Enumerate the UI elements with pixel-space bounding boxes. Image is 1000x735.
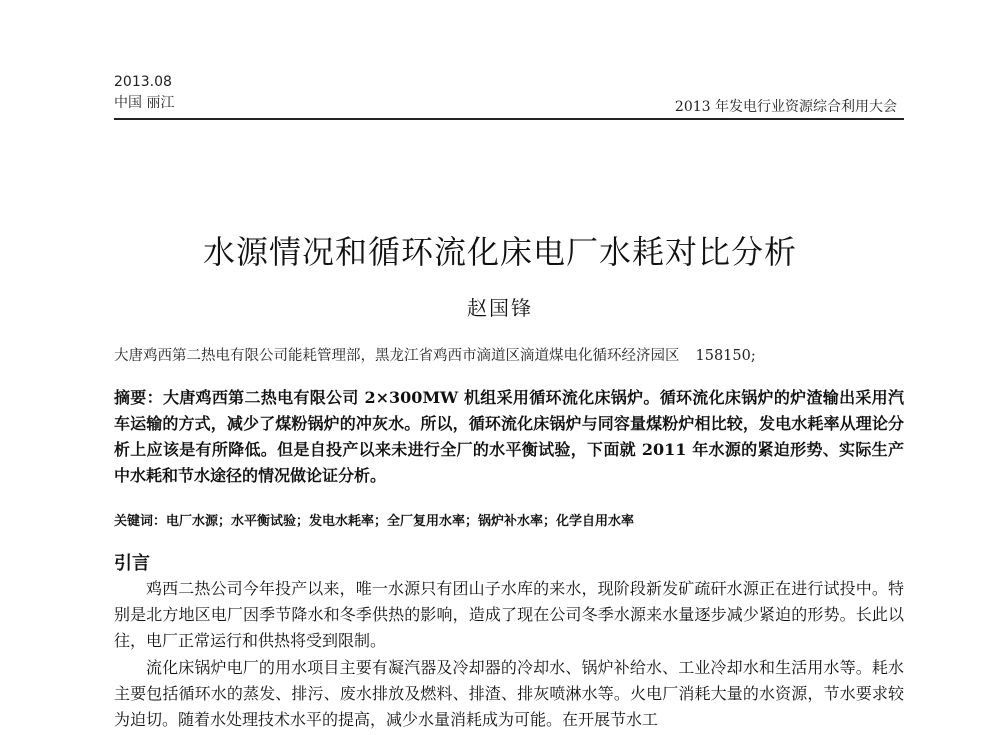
header-location: 中国 丽江: [114, 95, 175, 111]
affiliation-postcode: 158150;: [695, 348, 756, 364]
header-date: 2013.08: [114, 74, 172, 90]
header-conference: 2013 年发电行业资源综合利用大会: [674, 99, 897, 115]
keywords: [114, 510, 904, 529]
author-affiliation: [114, 344, 914, 365]
header-left: [114, 72, 174, 114]
affiliation-text: 大唐鸡西第二热电有限公司能耗管理部，黑龙江省鸡西市滴道区滴道煤电化循环经济园区: [114, 348, 680, 364]
body-paragraph: 鸡西二热公司今年投产以来，唯一水源只有团山子水库的来水，现阶段新发矿疏矸水源正在进行试投中。特别是北方地区电厂因季节降水和冬季供热的影响，造成了现在公司冬季水源来水量逐步减少紧迫的形势。长此以往，电厂正常运行和供热将受到限制。: [114, 579, 904, 651]
section-heading: 引言: [114, 553, 150, 574]
paper-author: 赵国锋: [467, 296, 533, 320]
section-body: [114, 576, 904, 733]
paper-title: 水源情况和循环流化床电厂水耗对比分析: [202, 233, 797, 271]
header-rule: [114, 118, 904, 120]
keywords-text: 电厂水源；水平衡试验；发电水耗率；全厂复用水率；锅炉补水率；化学自用水率: [166, 514, 635, 529]
abstract-label: 摘要：: [114, 388, 163, 407]
keywords-label: 关键词：: [114, 514, 167, 529]
body-paragraph: 流化床锅炉电厂的用水项目主要有凝汽器及冷却器的冷却水、锅炉补给水、工业冷却水和生活用水等。耗水主要包括循环水的蒸发、排污、废水排放及燃料、排渣、排灰喷淋水等。火电厂消耗大量的水资源，节水要求较为迫切。随着水处理技术水平的提高，减少水量消耗成为可能。在开展节水工: [114, 657, 904, 730]
abstract-text: 大唐鸡西第二热电有限公司 2×300MW 机组采用循环流化床锅炉。循环流化床锅炉的炉渣输出采用汽车运输的方式，减少了煤粉锅炉的冲灰水。所以，循环流化床锅炉与同容量煤粉炉相比较，发电水耗率从理论分析上应该是有所降低。但是自投产以来未进行全厂的水平衡试验，下面就 2011 年水源的紧迫形势、实际生产中水耗和节水途径的情况做论证分析。: [114, 388, 904, 485]
abstract: [114, 385, 904, 489]
